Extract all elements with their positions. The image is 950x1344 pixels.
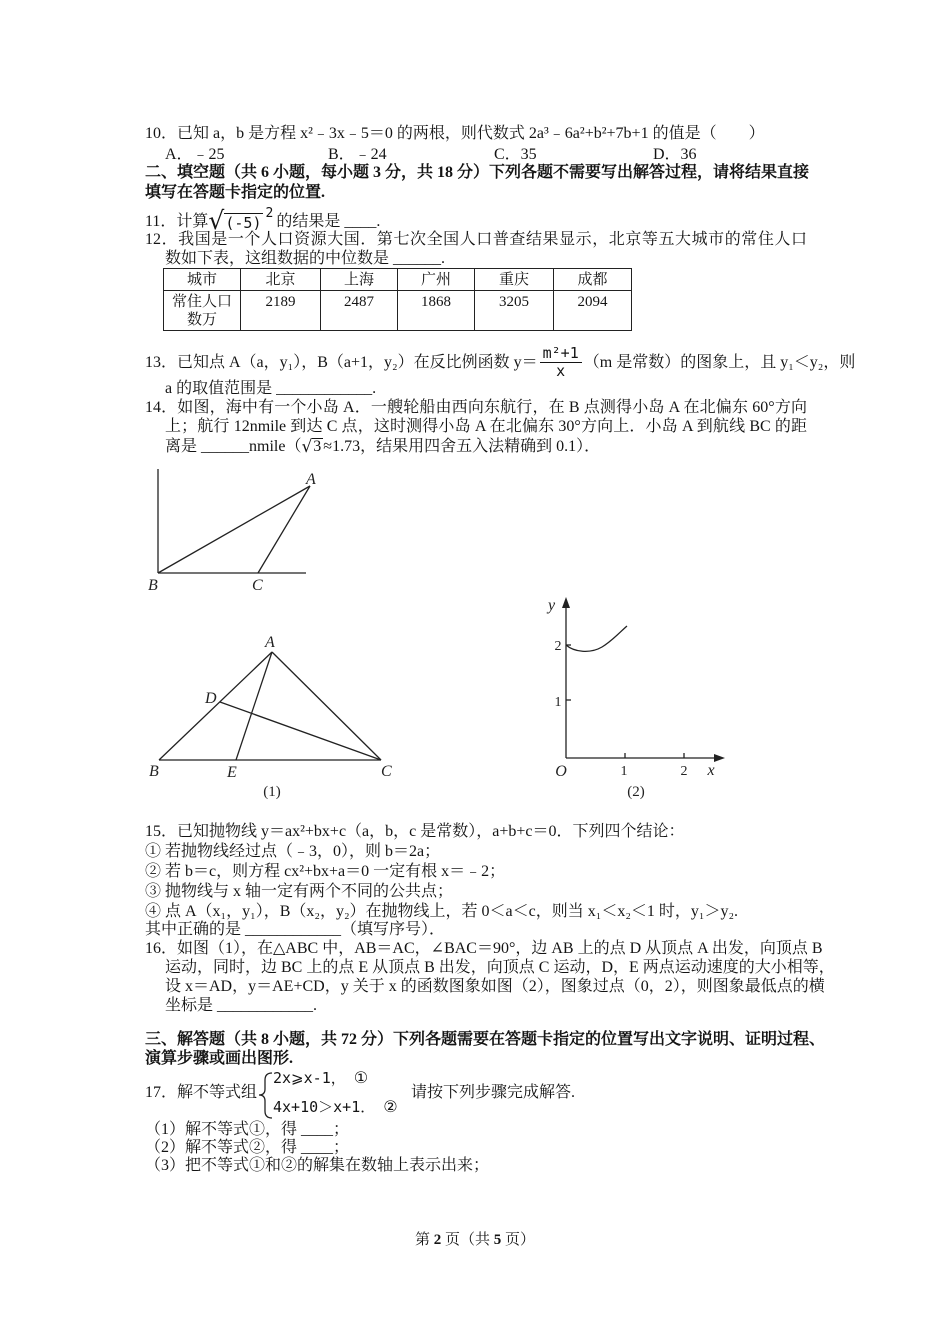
function-curve: [566, 626, 627, 651]
section-3-heading-line-2: 演算步骤或画出图形.: [145, 1050, 294, 1067]
figure-2-caption: (2): [627, 784, 645, 800]
question-10-option-d: D．36: [653, 146, 697, 163]
sea-label-b: B: [148, 577, 158, 594]
figure-graph: [566, 602, 718, 758]
question-15-item-4: ④ 点 A（x₁，y₁），B（x₂，y₂）在抛物线上，若 0＜a＜c，则当 x₁＜x₂＜1 时，y₁＞y₂.: [145, 903, 739, 920]
section-3-heading-line-1: 三、解答题（共 8 小题，共 72 分）下列各题需要在答题卡指定的位置写出文字说明、证明过程、: [145, 1031, 826, 1048]
question-17-instruction: 请按下列步骤完成解答.: [411, 1084, 576, 1101]
table-header-shanghai: 上海: [321, 269, 398, 291]
graph-x-tick-label-2: 2: [680, 764, 688, 779]
question-17-step-2: （2）解不等式②，得 ____；: [145, 1139, 350, 1156]
graph-label-y: y: [548, 597, 556, 614]
radical-sign: √: [208, 206, 225, 235]
question-15-item-1: ① 若抛物线经过点（﹣3，0），则 b＝2a；: [145, 843, 441, 860]
table-cell-chongqing: 3205: [475, 291, 554, 331]
table-header-beijing: 北京: [241, 269, 321, 291]
question-13-line-2: a 的取值范围是 ____________.: [165, 380, 377, 397]
inequality-2: [273, 1097, 398, 1117]
question-16-line-4: 坐标是 ____________.: [165, 997, 318, 1014]
question-13-prefix: 13．已知点 A（a，y₁），B（a+1，y₂）在反比例函数 y＝: [145, 354, 538, 371]
inequality-1: [273, 1068, 368, 1088]
question-14-line-2: 上；航行 12nmile 到达 C 点，这时测得小岛 A 在北偏东 30°方向上．小岛 A 到航线 BC 的距: [165, 418, 807, 435]
section-2-heading-line-2: 填写在答题卡指定的位置.: [145, 184, 326, 201]
segment-ba: [158, 486, 310, 573]
question-14-radicand: 3: [313, 438, 322, 455]
population-table: [163, 268, 632, 331]
table-header-chongqing: 重庆: [475, 269, 554, 291]
question-11: [145, 204, 381, 235]
table-header-label: 城市: [164, 269, 241, 291]
question-16-line-3: 设 x＝AD，y＝AE+CD，y 关于 x 的函数图象如图（2），图象过点（0，2），则图象最低点的横: [165, 978, 825, 995]
inequality-1-expression: 2x⩾x-1，: [273, 1069, 346, 1087]
question-16-line-1: 16．如图（1），在△ABC 中，AB＝AC，∠BAC＝90°，边 AB 上的点 D 从顶点 A 出发，向顶点 B: [145, 940, 823, 957]
footer-middle: 页（共: [444, 1232, 490, 1248]
inequality-brace: [259, 1073, 272, 1118]
triangle-label-b: B: [149, 763, 159, 780]
radical-sign: √: [301, 437, 313, 457]
question-15-item-3: ③ 抛物线与 x 轴一定有两个不同的公共点；: [145, 883, 454, 900]
graph-label-origin: O: [555, 763, 567, 780]
table-cell-shanghai: 2487: [321, 291, 398, 331]
triangle-label-e: E: [227, 764, 237, 781]
triangle-label-a: A: [265, 634, 275, 651]
table-header-guangzhou: 广州: [398, 269, 475, 291]
question-17-step-1: （1）解不等式①，得 ____；: [145, 1121, 350, 1138]
figure-triangle: [159, 652, 381, 760]
question-15-item-2: ② 若 b＝c，则方程 cx²+bx+a＝0 一定有根 x＝﹣2；: [145, 863, 506, 880]
graph-y-tick-label-1: 1: [554, 695, 562, 710]
inequality-2-expression: 4x+10＞x+1．: [273, 1098, 376, 1116]
graph-x-tick-label-1: 1: [620, 764, 628, 779]
question-11-suffix: 的结果是 ____.: [276, 213, 381, 230]
fraction-numerator: m²+1: [540, 345, 582, 363]
graph-y-tick-label-2: 2: [554, 639, 562, 654]
table-cell-chengdu: 2094: [554, 291, 632, 331]
inequality-2-mark: ②: [383, 1097, 398, 1116]
table-row-label: 常住人口 数万: [164, 291, 241, 331]
question-16-line-2: 运动，同时，边 BC 上的点 E 从顶点 B 出发，向顶点 C 运动，D，E 两点运动速度的大小相等，: [165, 959, 835, 976]
question-10-option-c: C．35: [494, 146, 537, 163]
question-12-line-1: 12．我国是一个人口资源大国．第七次全国人口普查结果显示，北京等五大城市的常住人口: [145, 231, 807, 248]
triangle-label-d: D: [205, 690, 217, 707]
question-17-prefix: 17．解不等式组: [145, 1084, 258, 1101]
question-17-step-3: （3）把不等式①和②的解集在数轴上表示出来；: [145, 1157, 490, 1174]
graph-label-x: x: [707, 762, 715, 779]
table-header-chengdu: 成都: [554, 269, 632, 291]
footer-page-number: 2: [433, 1232, 442, 1248]
sea-label-c: C: [252, 577, 263, 594]
inequality-1-mark: ①: [353, 1068, 369, 1087]
x-axis-arrow-icon: [714, 754, 725, 762]
table-cell-guangzhou: 1868: [398, 291, 475, 331]
section-2-heading-line-1: 二、填空题（共 6 小题，每小题 3 分，共 18 分）下列各题不需要写出解答过程，请将结果直接: [145, 164, 810, 181]
page-footer: [0, 1230, 950, 1250]
figure-1-caption: (1): [263, 784, 281, 800]
question-14-line-3-suffix: ≈1.73，结果用四舍五入法精确到 0.1）．: [323, 438, 601, 455]
y-axis-arrow-icon: [562, 597, 570, 608]
segment-ea: [236, 652, 272, 760]
footer-prefix: 第: [414, 1232, 430, 1248]
question-15-stem: 15．已知抛物线 y＝ax²+bx+c（a，b，c 是常数），a+b+c＝0．下列四个结论：: [145, 823, 685, 840]
question-14-line-3: [165, 437, 600, 457]
question-15-conclusion: 其中正确的是 ____________（填写序号）．: [145, 921, 446, 938]
footer-suffix: 页）: [505, 1232, 536, 1248]
side-ac: [272, 652, 381, 760]
question-13-suffix: （m 是常数）的图象上，且 y₁＜y₂，则: [583, 354, 856, 371]
question-10-option-b: B．﹣24: [328, 146, 387, 163]
question-14-line-1: 14．如图，海中有一个小岛 A．一艘轮船由西向东航行，在 B 点测得小岛 A 在北偏东 60°方向: [145, 399, 807, 416]
fraction-denominator: x: [556, 362, 566, 380]
segment-ca: [258, 486, 310, 573]
table-cell-beijing: 2189: [241, 291, 321, 331]
question-13-line-1: [145, 344, 856, 380]
figure-sea-route: [158, 469, 310, 573]
question-13-fraction: [540, 345, 582, 380]
question-11-prefix: 11．计算: [145, 213, 209, 230]
question-12-line-2: 数如下表，这组数据的中位数是 ______.: [165, 250, 446, 267]
segment-dc: [220, 702, 381, 760]
table-row: [164, 291, 632, 331]
question-10-stem: 10．已知 a，b 是方程 x²﹣3x﹣5＝0 的两根，则代数式 2a³﹣6a²+b²+7b+1 的值是（ ）: [145, 125, 765, 142]
question-10-option-a: A．﹣25: [165, 146, 225, 163]
footer-total-pages: 5: [493, 1232, 502, 1248]
question-14-line-3-prefix: 离是 ______nmile（: [165, 438, 302, 455]
table-header-row: [164, 269, 632, 291]
sea-label-a: A: [306, 471, 316, 488]
question-11-radicand: (-5): [225, 214, 262, 232]
question-11-exponent: 2: [265, 206, 274, 221]
triangle-label-c: C: [381, 763, 392, 780]
